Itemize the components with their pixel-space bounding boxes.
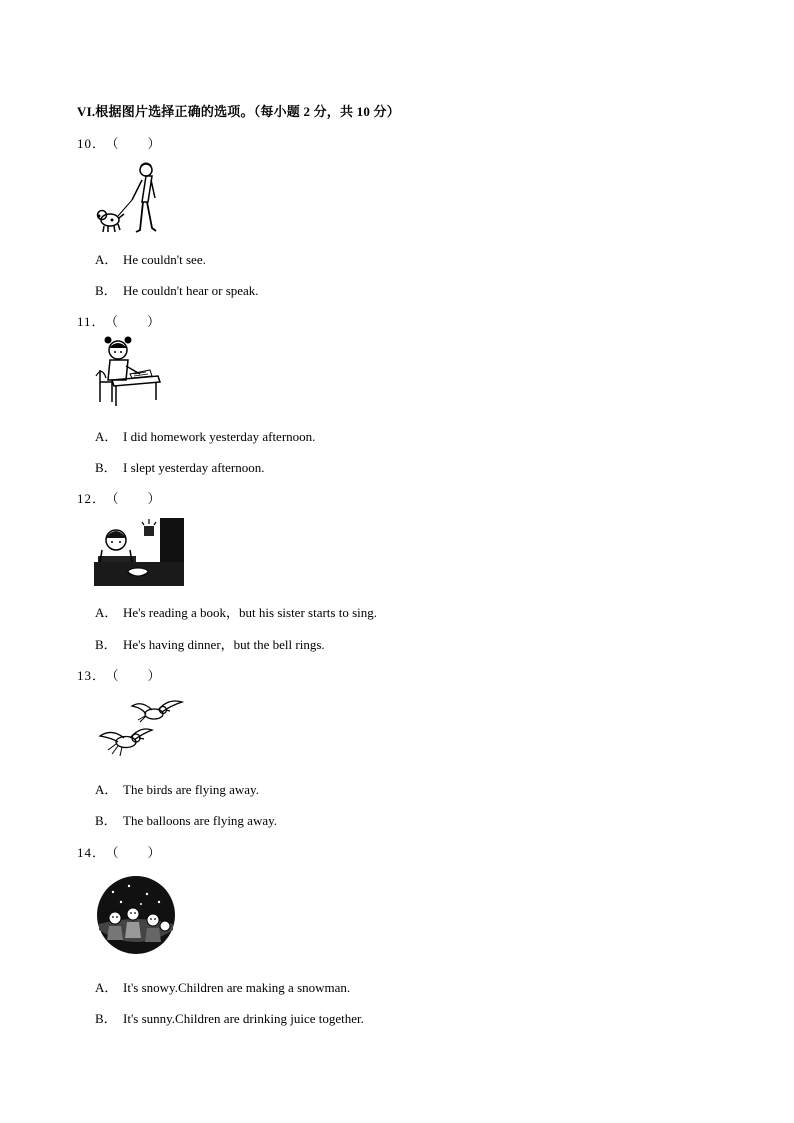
answer-paren-close: ） [147, 136, 162, 151]
question-12-option-b [95, 634, 325, 653]
question-number: 14． [77, 845, 107, 860]
question-number: 10． [77, 136, 107, 151]
answer-paren-close: ） [147, 668, 162, 683]
option-text: He couldn't hear or speak. [123, 283, 259, 298]
question-11-number [77, 311, 161, 330]
question-number: 13． [77, 668, 107, 683]
option-text: It's snowy.Children are making a snowman. [123, 980, 351, 995]
option-letter: A． [95, 980, 118, 995]
question-12-number [77, 488, 162, 507]
option-letter: A． [95, 605, 118, 620]
question-14-number [77, 842, 162, 861]
question-number: 12． [77, 491, 107, 506]
answer-paren-open: （ [112, 845, 120, 860]
man-walking-guide-dog-picture [92, 160, 172, 236]
option-letter: B． [95, 637, 117, 652]
option-letter: B． [95, 460, 117, 475]
answer-paren-open: （ [111, 314, 120, 329]
answer-paren-close: ） [147, 314, 162, 329]
option-letter: A． [95, 429, 118, 444]
option-text: I did homework yesterday afternoon. [123, 429, 316, 444]
option-letter: B． [95, 283, 117, 298]
option-text: He couldn't see. [123, 252, 206, 267]
option-letter: A． [95, 252, 118, 267]
question-11-option-b [95, 457, 265, 476]
option-text: He's having dinner，but the bell rings. [123, 637, 325, 652]
section-title: VI.根据图片选择正确的选项。（每小题 2 分，共 10 分） [77, 104, 400, 119]
answer-paren-open: （ [112, 491, 120, 506]
question-13-option-a [95, 779, 259, 798]
answer-paren-open: （ [112, 136, 120, 151]
question-14-option-b [95, 1008, 364, 1027]
question-10-option-b [95, 280, 259, 299]
children-snowy-scene-picture [95, 874, 177, 956]
answer-paren-open: （ [112, 668, 120, 683]
girl-doing-homework-picture [94, 336, 162, 408]
option-text: It's sunny.Children are drinking juice together. [123, 1011, 364, 1026]
question-11-option-a [95, 426, 315, 445]
boy-having-dinner-bell-rings-picture [94, 516, 186, 588]
option-letter: B． [95, 813, 117, 828]
question-14-option-a [95, 977, 350, 996]
answer-paren-close: ） [147, 845, 162, 860]
question-13-option-b [95, 810, 277, 829]
question-10-option-a [95, 249, 206, 268]
option-text: He's reading a book，but his sister starts to sing. [123, 605, 378, 620]
option-letter: A． [95, 782, 118, 797]
answer-paren-close: ） [147, 491, 162, 506]
question-number: 11． [77, 314, 106, 329]
option-text: The birds are flying away. [123, 782, 259, 797]
question-10-number [77, 133, 162, 152]
question-13-number [77, 665, 162, 684]
option-text: The balloons are flying away. [123, 813, 278, 828]
birds-flying-picture [96, 694, 186, 766]
option-text: I slept yesterday afternoon. [123, 460, 265, 475]
option-letter: B． [95, 1011, 117, 1026]
question-12-option-a [95, 602, 377, 621]
